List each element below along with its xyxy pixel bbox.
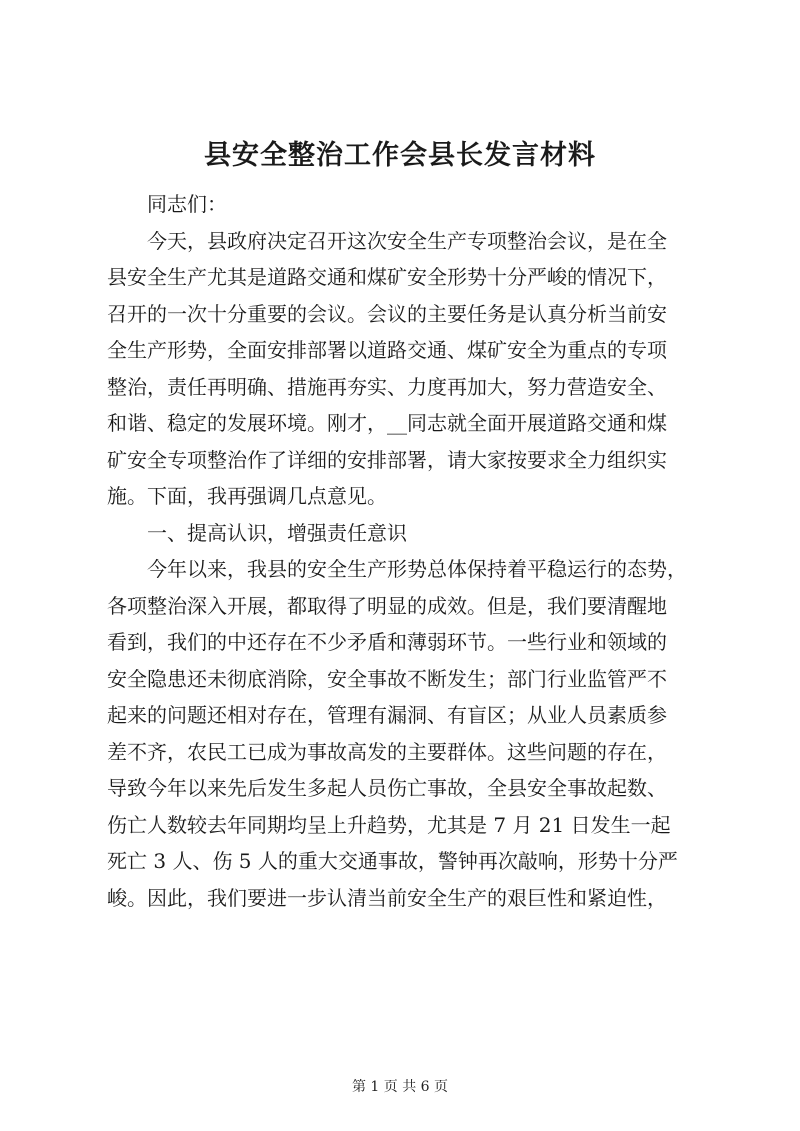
text-line: 今年以来，我县的安全生产形势总体保持着平稳运行的态势， <box>147 557 687 581</box>
text-line: 同志们： <box>147 192 227 216</box>
text-line: 死亡 3 人、伤 5 人的重大交通事故，警钟再次敲响，形势十分严 <box>107 849 678 873</box>
text-line: 县安全生产尤其是道路交通和煤矿安全形势十分严峻的情况下， <box>107 265 667 289</box>
text-line: 召开的一次十分重要的会议。会议的主要任务是认真分析当前安 <box>107 301 667 326</box>
text-line: 施。下面，我再强调几点意见。 <box>107 484 387 508</box>
text-line: 看到，我们的中还存在不少矛盾和薄弱环节。一些行业和领域的 <box>107 630 667 654</box>
text-line: 和谐、稳定的发展环境。刚才，__同志就全面开展道路交通和煤 <box>107 411 667 435</box>
text-line: 全生产形势，全面安排部署以道路交通、煤矿安全为重点的专项 <box>107 338 667 362</box>
page-footer: 第 1 页 共 6 页 <box>351 1079 449 1095</box>
text-line: 整治，责任再明确、措施再夯实、力度再加大，努力营造安全、 <box>107 374 667 399</box>
text-line: 一、提高认识，增强责任意识 <box>147 520 407 545</box>
text-line: 各项整治深入开展，都取得了明显的成效。但是，我们要清醒地 <box>107 593 667 618</box>
text-line: 峻。因此，我们要进一步认清当前安全生产的艰巨性和紧迫性， <box>107 885 667 910</box>
text-line: 今天，县政府决定召开这次安全生产专项整治会议，是在全 <box>147 228 667 253</box>
document-body <box>107 186 717 916</box>
text-line: 安全隐患还未彻底消除，安全事故不断发生；部门行业监管严不 <box>107 666 667 691</box>
text-line: 差不齐，农民工已成为事故高发的主要群体。这些问题的存在， <box>107 739 667 764</box>
text-line: 伤亡人数较去年同期均呈上升趋势，尤其是 7 月 21 日发生一起 <box>107 812 671 837</box>
text-line: 导致今年以来先后发生多起人员伤亡事故，全县安全事故起数、 <box>107 776 667 800</box>
text-line: 矿安全专项整治作了详细的安排部署，请大家按要求全力组织实 <box>107 447 667 472</box>
document-title: 县安全整治工作会县长发言材料 <box>204 140 596 171</box>
text-line: 起来的问题还相对存在，管理有漏洞、有盲区；从业人员素质参 <box>107 703 667 727</box>
